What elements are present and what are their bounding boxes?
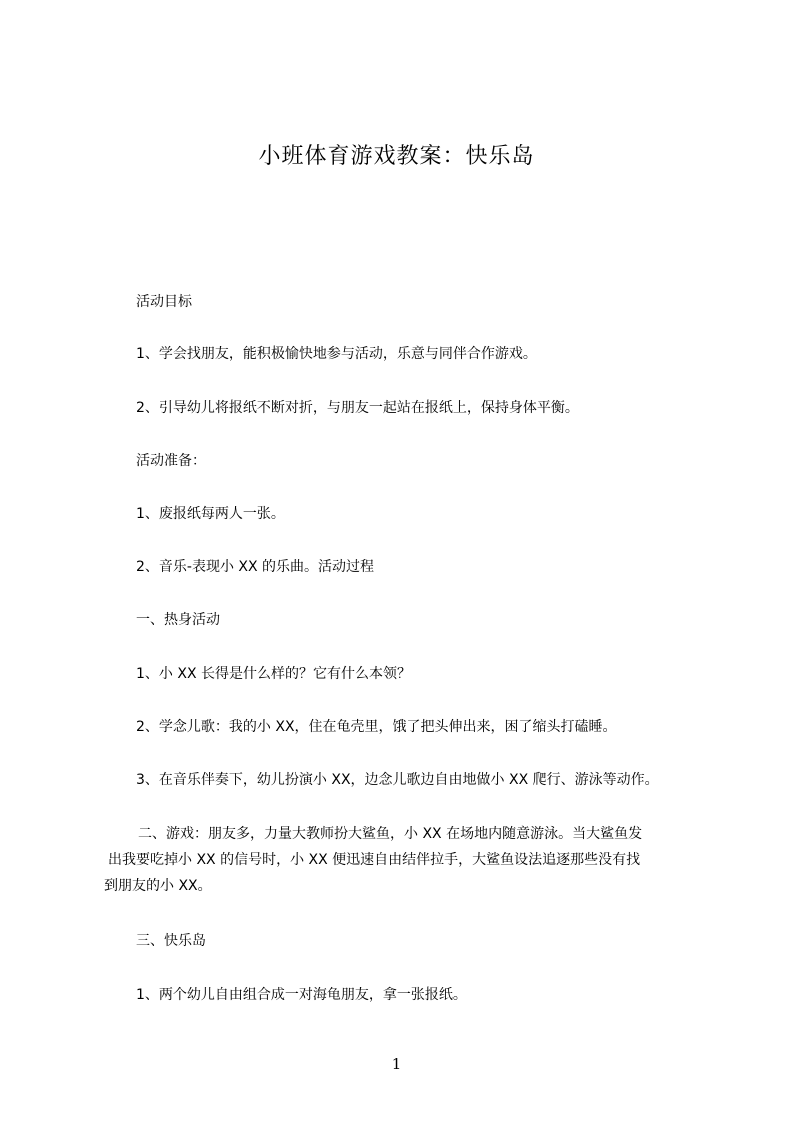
paragraph-game-line-2: 出我要吃掉小 XX 的信号时，小 XX 便迅速自由结伴拉手，大鲨鱼设法追逐那些没有找 xyxy=(108,852,641,868)
paragraph-prep-2: 2、音乐-表现小 XX 的乐曲。活动过程 xyxy=(136,559,375,575)
paragraph-game xyxy=(104,821,724,899)
paragraph-warmup-3: 3、在音乐伴奏下，幼儿扮演小 XX，边念儿歌边自由地做小 XX 爬行、游泳等动作。 xyxy=(136,772,659,788)
paragraph-goal-2: 2、引导幼儿将报纸不断对折，与朋友一起站在报纸上，保持身体平衡。 xyxy=(136,400,579,416)
paragraph-warmup-heading: 一、热身活动 xyxy=(136,612,220,628)
paragraph-prep-1: 1、废报纸每两人一张。 xyxy=(136,506,285,522)
document-title: 小班体育游戏教案：快乐岛 xyxy=(258,144,535,169)
paragraph-preparation-heading: 活动准备： xyxy=(136,453,206,469)
paragraph-happy-island-1: 1、两个幼儿自由组合成一对海龟朋友，拿一张报纸。 xyxy=(136,987,467,1003)
paragraph-game-line-1: 二、游戏：朋友多，力量大教师扮大鲨鱼，小 XX 在场地内随意游泳。当大鲨鱼发 xyxy=(138,826,643,842)
paragraph-activity-goals-heading: 活动目标 xyxy=(136,294,192,310)
paragraph-warmup-2: 2、学念儿歌：我的小 XX，住在龟壳里，饿了把头伸出来，困了缩头打磕睡。 xyxy=(136,719,617,735)
page-number: 1 xyxy=(391,1055,402,1073)
paragraph-happy-island-heading: 三、快乐岛 xyxy=(136,933,206,949)
paragraph-game-line-3: 到朋友的小 XX。 xyxy=(104,878,212,894)
paragraph-goal-1: 1、学会找朋友，能积极愉快地参与活动，乐意与同伴合作游戏。 xyxy=(136,346,537,362)
paragraph-warmup-1: 1、小 XX 长得是什么样的？它有什么本领？ xyxy=(136,666,411,682)
